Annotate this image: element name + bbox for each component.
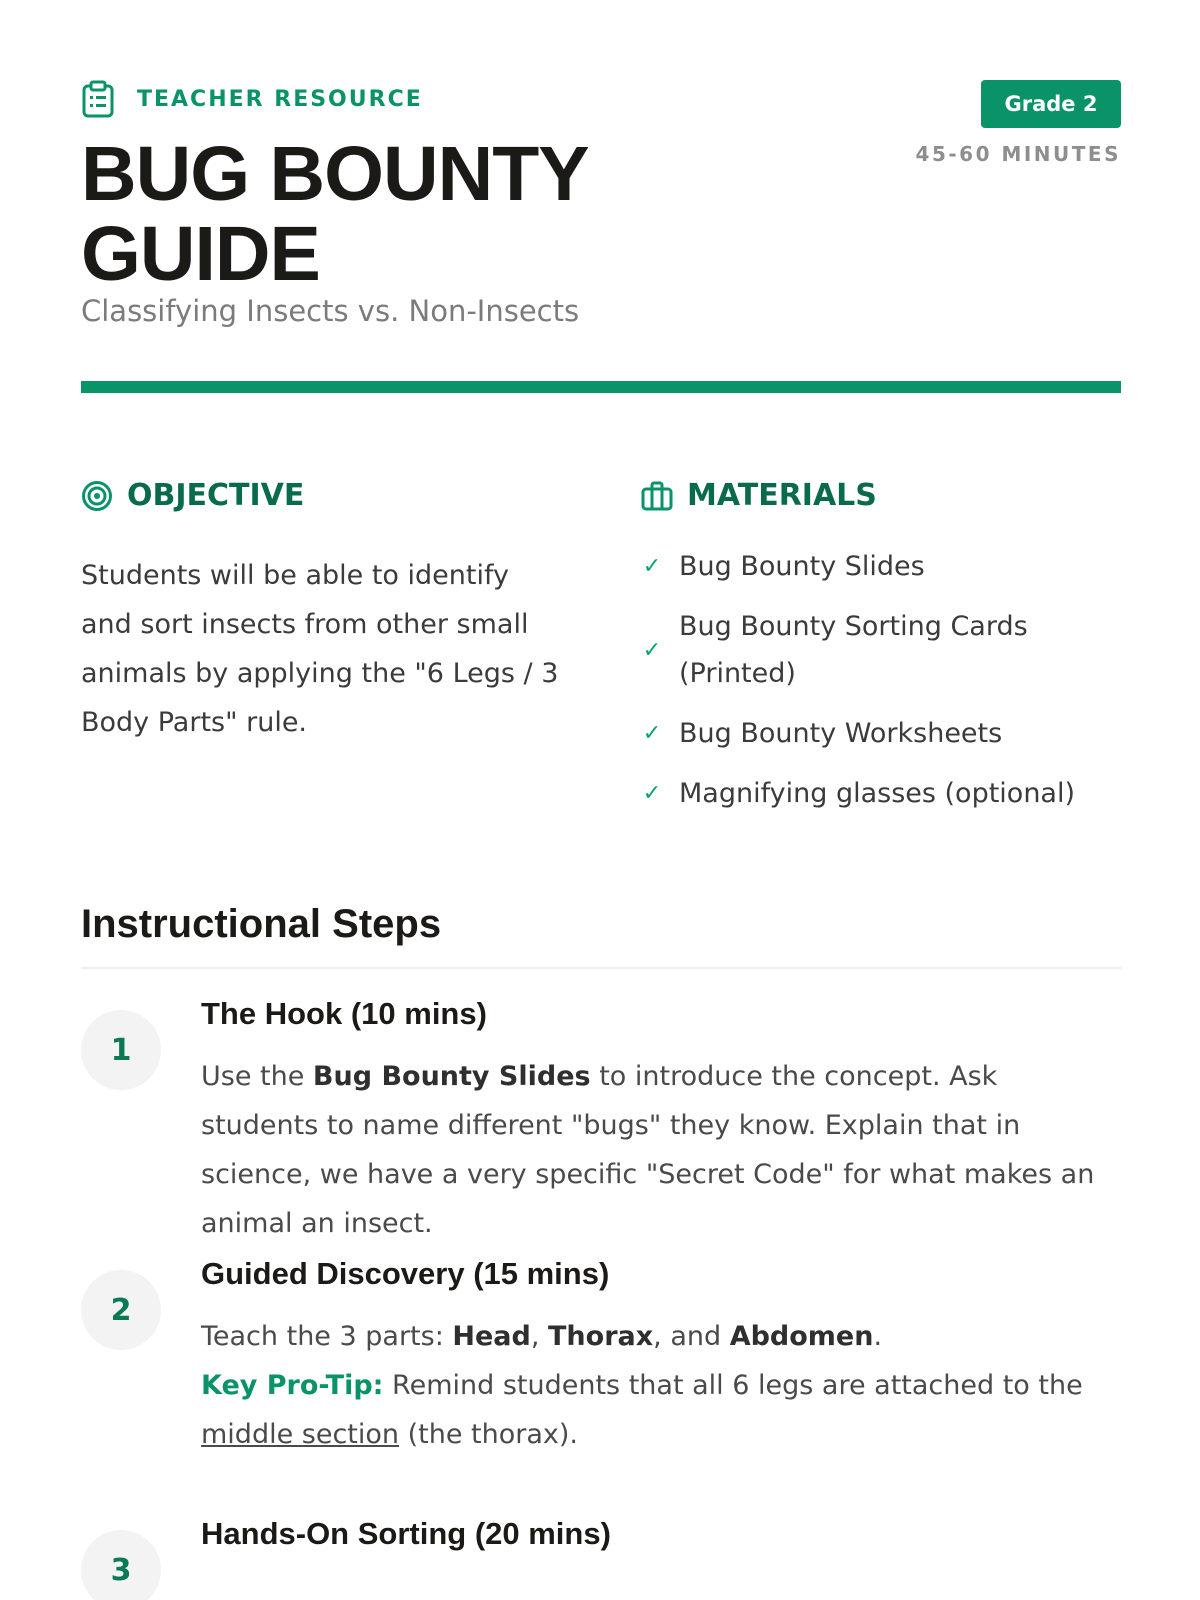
- materials-heading: [641, 478, 1121, 513]
- list-item: [641, 770, 1121, 817]
- step-description: [201, 1052, 1121, 1248]
- materials-section: [641, 478, 1121, 830]
- step-bold-term: Thorax: [548, 1321, 654, 1352]
- duration-label: 45-60 MINUTES: [915, 142, 1121, 166]
- underlined-term: middle section: [201, 1419, 400, 1450]
- step-bold-term: Bug Bounty Slides: [312, 1061, 591, 1092]
- step-text-part: Remind students that all 6 legs are attached to the: [383, 1370, 1083, 1401]
- step-bold-term: Head: [452, 1321, 531, 1352]
- step-text-part: Use the: [201, 1061, 313, 1092]
- step-text-part: , and: [653, 1321, 730, 1352]
- objective-heading: [81, 478, 561, 513]
- lesson-guide-page: [81, 0, 1121, 1600]
- step-text-part: (the thorax).: [399, 1419, 578, 1450]
- eyebrow-label: TEACHER RESOURCE: [137, 86, 423, 112]
- objective-text: Students will be able to identify and sort insects from other small animals by applying the "6 Legs / 3 Body Parts" rule.: [81, 560, 559, 738]
- objective-section: [81, 478, 561, 747]
- page-subtitle: Classifying Insects vs. Non-Insects: [81, 294, 580, 328]
- material-item-label: Bug Bounty Worksheets: [679, 718, 1003, 749]
- materials-heading-label: MATERIALS: [687, 478, 877, 513]
- step-number: 1: [81, 1010, 161, 1090]
- step-number: 2: [81, 1270, 161, 1350]
- page-title: [81, 131, 841, 297]
- check-icon: ✓: [642, 721, 662, 746]
- step-text-part: .: [873, 1321, 883, 1352]
- objective-heading-label: OBJECTIVE: [127, 478, 305, 513]
- steps-divider: [81, 967, 1121, 969]
- step-body: [201, 994, 1121, 1248]
- list-item: [641, 603, 1121, 697]
- page-title-line-1: BUG BOUNTY: [81, 131, 589, 217]
- step-text-part: ,: [530, 1321, 549, 1352]
- step-description: [201, 1312, 1121, 1459]
- material-item-label: Bug Bounty Slides: [679, 551, 925, 582]
- briefcase-icon: [641, 481, 673, 511]
- step-title: The Hook (10 mins): [201, 996, 487, 1031]
- step-text-part: to introduce the concept. Ask students to name different "bugs" they know. Explain that in science, we have a very specific "Secret Code" for what makes an animal an insect.: [201, 1061, 1095, 1239]
- header-divider: [81, 381, 1121, 393]
- grade-badge: Grade 2: [981, 80, 1121, 128]
- guide-header: [81, 80, 1121, 340]
- check-icon: ✓: [642, 637, 662, 663]
- step-number: 3: [81, 1530, 161, 1600]
- step-bold-term: Abdomen: [729, 1321, 874, 1352]
- steps-heading: Instructional Steps: [81, 902, 442, 946]
- material-item-label: Bug Bounty Sorting Cards (Printed): [679, 611, 1028, 689]
- material-item-label: Magnifying glasses (optional): [679, 778, 1076, 809]
- check-icon: ✓: [642, 781, 662, 806]
- target-icon: [81, 480, 113, 512]
- check-icon: ✓: [642, 554, 662, 579]
- step-title: Hands-On Sorting (20 mins): [201, 1516, 611, 1551]
- page-title-line-2: GUIDE: [81, 211, 320, 297]
- pro-tip-label: Key Pro-Tip:: [201, 1370, 384, 1401]
- step-body: [201, 1514, 1121, 1554]
- eyebrow: [81, 80, 423, 118]
- list-item: [641, 543, 1121, 590]
- list-item: [641, 710, 1121, 757]
- step-text-part: Teach the 3 parts:: [201, 1321, 453, 1352]
- clipboard-list-icon: [81, 80, 115, 118]
- step-body: [201, 1254, 1121, 1459]
- materials-list: [641, 543, 1121, 817]
- step-title: Guided Discovery (15 mins): [201, 1256, 610, 1291]
